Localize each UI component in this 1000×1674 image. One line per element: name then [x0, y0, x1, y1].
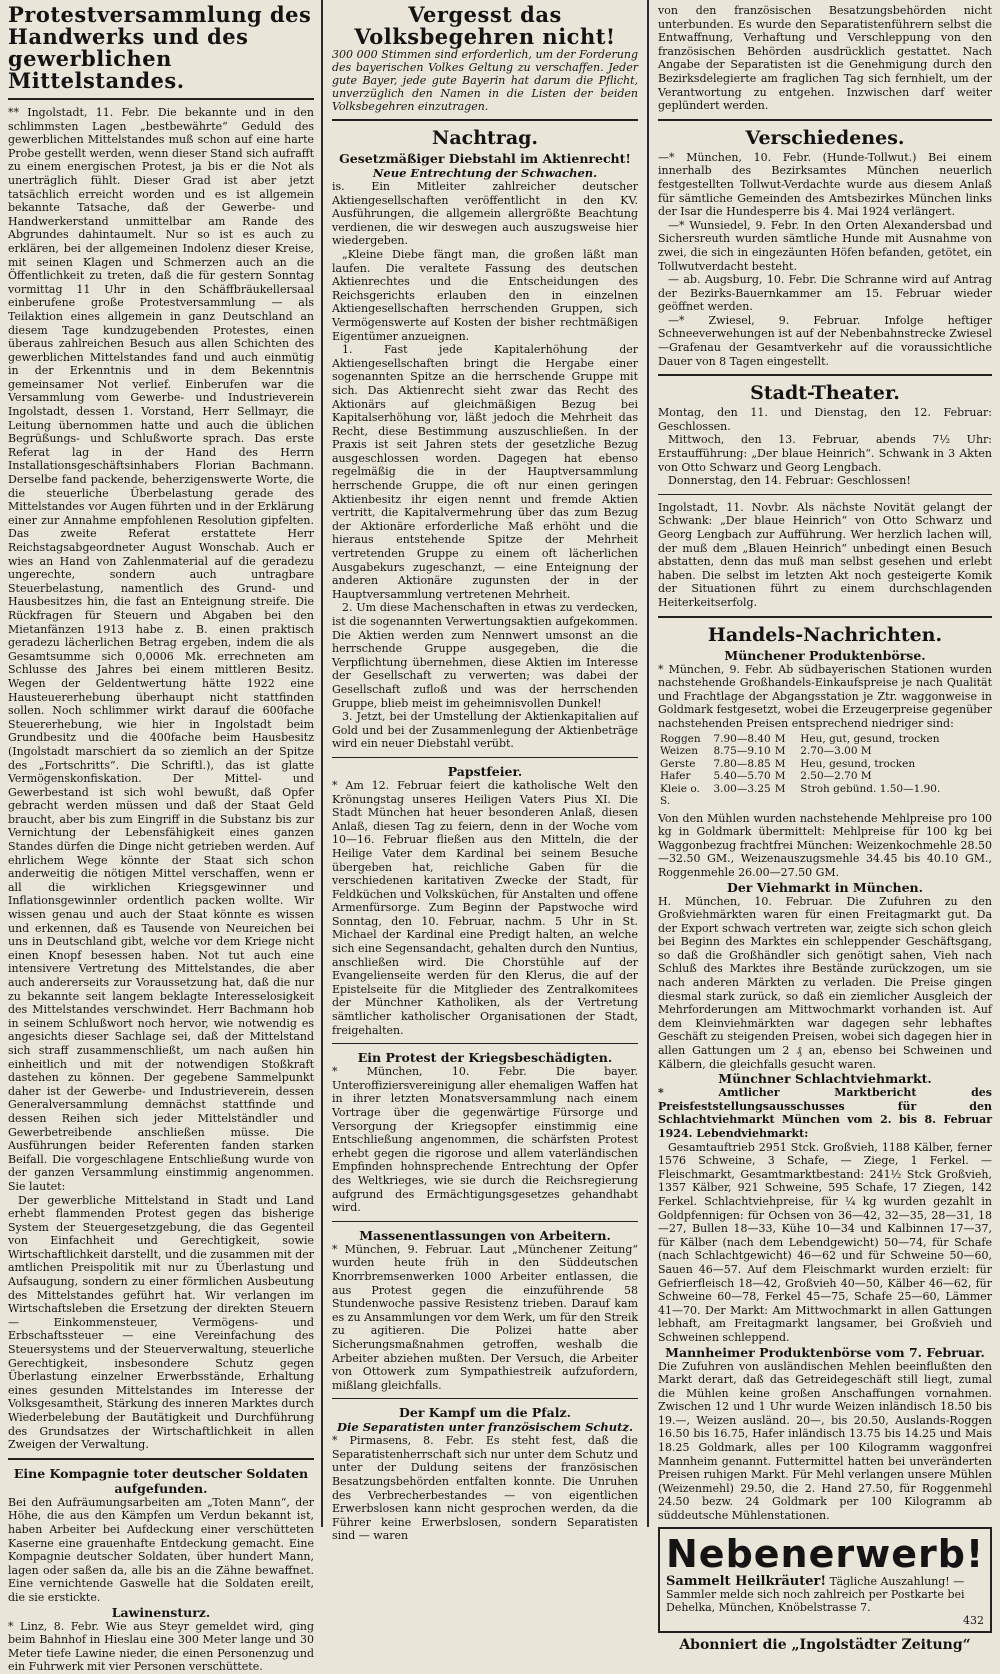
price-item: Hafer [660, 770, 691, 783]
article-paragraph: Bei den Aufräumungsarbeiten am „Toten Mann“, der Höhe, die aus den Kämpfen um Verdun bekannt ist, haben Arbeiter bei Aufdeckung einer verschütteten Kaserne eine grauenhafte Entdeckung gemacht. Eine Kompagnie deutscher Soldaten, über hundert Mann, lagen oder saßen da, alle bis an die Zähne bewaffnet. Eine vernichtende Gaswelle hat die Soldaten ereilt, die sie erstickte. [8, 1495, 314, 1604]
article-title-boerse: Münchener Produktenbörse. [724, 647, 926, 663]
column-rule [647, 0, 649, 1527]
ad-body: Tägliche Auszahlung! — Sammler melde sich noch zahlreich per Postkarte bei Dehelka, München, Knöbelstrasse 7. [666, 1574, 965, 1614]
advertisement-box [658, 1527, 992, 1633]
article-subtitle-pfalz: Die Separatisten unter französischem Schutz. [337, 1420, 633, 1435]
price-row [658, 733, 992, 746]
section-theater: Stadt-Theater. [750, 382, 900, 405]
article-paragraph: 3. Jetzt, bei der Umstellung der Aktienkapitalien auf Gold und bei der Zusammenlegung der Aktienbeträge wird ein neuer Diebstahl verübt. [332, 710, 638, 751]
price-right: Heu, gesund, trocken [800, 757, 916, 770]
article-title-papst: Papstfeier. [447, 763, 523, 779]
price-right: 2.70—3.00 M [800, 745, 872, 758]
article-paragraph: Gesamtauftrieb 2951 Stck. Großvieh, 1188 Kälber, ferner 1576 Schweine, 3 Schafe, — Ziege, 1 Ferkel. — Fleischmarkt, Gesamtmarktbestand: 241½ Stck Großvieh, 1357 Kälber, 921 Schweine, 595 Schafe, 17 Ziegen, 142 Ferkel. Schlachtviehpreise, für ¼ kg wurden gezahlt in Goldpfennigen: für Ochsen von 36—42, 32—35, 28—31, 18—27, Bullen 18—33, Kühe 10—34 und Kalbinnen 17—37, für Kälber (nach dem Lebendgewicht) 50—74, für Schafe (nach Schlachtgewicht) 46—62 und für Schweine 50—60, Sauen 46—57. Auf dem Fleischmarkt wurden erzielt: für Gefrierfleisch 18—42, Großvieh 40—50, Kälber 46—62, für Schweine 60—78, Ferkel 45—75, Schafe 25—60, Lämmer 41—70. Der Markt: Am Mittwochmarkt in allen Gattungen lebhaft, am Freitagmarkt langsamer, bei Großvieh und Schweinen schleppend. [658, 1140, 992, 1344]
column-middle [324, 0, 646, 1543]
price-row [658, 770, 992, 783]
price-unit: M [774, 745, 786, 758]
volksbegehren-text: 300 000 Stimmen sind erforderlich, um der Forderung des bayerischen Volkes Geltung zu verschaffen. Jeder gute Bayer, jede gute Bayerin hat darum die Pflicht, unverzüglich den Namen in die Listen der beiden Volksbegehren einzutragen. [332, 48, 638, 113]
article-paragraph: * München, 9. Februar. Laut „Münchener Zeitung“ wurden heute früh in den Süddeutschen Knorrbremsenwerken 1000 Arbeiter entlassen, die aus Protest gegen die einzuführende 58 Stundenwoche passive Resistenz trieben. Darauf kam es zu Ansammlungen vor dem Werk, um für den Streik zu agitieren. Die Polizei hatte aber Sicherungsmaßnahmen getroffen, weshalb die Arbeiter abziehen mußten. Der Versuch, die Arbeiter von Ottowerk zum Sympathiestreik aufzufordern, mißlang gleichfalls. [332, 1242, 638, 1392]
divider [332, 119, 638, 121]
article-title-kompagnie: Eine Kompagnie toter deutscher Soldaten aufgefunden. [13, 1465, 309, 1496]
price-item: Roggen [660, 732, 701, 745]
article-title-krieg: Ein Protest der Kriegsbeschädigten. [357, 1050, 613, 1066]
price-unit: M [774, 782, 786, 795]
divider [8, 1458, 314, 1460]
article-paragraph: * Pirmasens, 8. Febr. Es steht fest, daß die Separatistenherrschaft sich nur unter dem Schutz und unter der Duldung seitens der französischen Besatzungsbehörden entfalten konnte. Die Unruhen des Verbrecherbestandes — von eigentlichen Erwerbslosen kann nicht gesprochen werden, da die Führer keine Erwerbslosen, sondern Separatisten sind — waren [332, 1434, 638, 1543]
article-title-massen: Massenentlassungen von Arbeitern. [359, 1227, 611, 1243]
news-item: — ab. Augsburg, 10. Febr. Die Schranne wird auf Antrag der Bezirks-Bauernkammer am 15. Februar wieder geöffnet werden. [658, 273, 992, 314]
ad-title: Nebenerwerb! [666, 1531, 985, 1576]
price-unit: M [774, 732, 786, 745]
article-paragraph: Der gewerbliche Mittelstand in Stadt und Land erhebt flammenden Protest gegen das bisherige System der Steuergesetzgebung, die das Gegenteil von Einfachheit und Gerechtigkeit, sowie Wirtschaftlichkeit darstellt, und die zusammen mit der amtlichen Preispolitik mit nur zu Überlastung und Aufsaugung, sondern zu einer förmlichen Ausbeutung des Mittelstandes geführt hat. Wir verlangen im Wirtschaftsleben die Ersetzung der direkten Steuern — Einkommensteuer, Vermögens- und Erbschaftssteuer — eine Vereinfachung des Steuersystems und der Steuerverwaltung, steuerliche Gerechtigkeit, insbesondere Schutz gegen Überlastung einzelner Erwerbsstände, Erhaltung eines gesunden Mittelstandes im Interesse der Volksgesamtheit, Stärkung des inneren Marktes durch Wiederbelebung der Bautätigkeit und Durchführung des Grundsatzes der Wirtschaftlichkeit in allen Zweigen der Verwaltung. [8, 1193, 315, 1452]
theater-line: Donnerstag, den 14. Februar: Geschlossen! [668, 474, 911, 488]
article-paragraph: * München, 10. Febr. Die bayer. Unteroffiziersvereinigung aller ehemaligen Waffen hat in ihrer letzten Monatsversammlung nach einem Vortrage über die gegenwärtige Fürsorge und Versorgung der Kriegsopfer einstimmig eine Entschließung angenommen, die schärfsten Protest erhebt gegen die rigorose und allem vaterländischen Empfinden hohnsprechende Entrechtung der Opfer des Weltkrieges, wie sie durch die Reichsregierung aufgrund des Ermächtigungsgesetzes gehandhabt wird. [332, 1065, 638, 1215]
article-paragraph: * Amtlicher Marktbericht des Preisfeststellungsausschusses für den Schlachtviehmarkt München vom 2. bis 8. Februar 1924. Lebendviehmarkt: [658, 1086, 992, 1140]
article-paragraph: Von den Mühlen wurden nachstehende Mehlpreise pro 100 kg in Goldmark übermittelt: Mehlpreise für 100 kg bei Waggonbezug frachtfrei München: Weizenkochmehle 28.50—32.50 GM., Weizenauszugsmehle 34.45 bis 40.10 GM., Roggenmehle 26.00—27.50 GM. [658, 811, 992, 879]
article-paragraph: is. Ein Mitleiter zahlreicher deutscher Aktiengesellschaften veröffentlicht in den KV. Ausführungen, die allgemein allergrößte Beachtung verdienen, die wir deswegen auch auszugsweise hier wiedergeben. [332, 180, 638, 248]
article-title-vieh: Der Viehmarkt in München. [727, 879, 923, 895]
divider [8, 98, 314, 100]
article-paragraph: * Am 12. Februar feiert die katholische Welt den Krönungstag unseres Heiligen Vaters Pius XI. Die Stadt München hat heuer besonderen Anlaß, diesen Anlaß, diesen Tag zu feiern, denn in der Woche vom 10—16. Februar fließen aus den Mitteln, die der Heilige Vater dem Kardinal bei seinem Besuche übergeben hat, reichliche Gaben für die verschiedenen karitativen Zwecke der Stadt, für Feldküchen und Volksküchen, für Anstalten und offene Armenfürsorge. Zum Beginn der Papstwoche wird Sonntag, den 10. Februar, nachm. 5 Uhr in St. Michael der Kardinal eine Predigt halten, an welche sich eine Segensandacht, gehalten durch den Nuntius, anschließen wird. Die Chorstühle auf der Evangelienseite werden für den Klerus, die auf der Epistelseite für die Mitglieder des Zentralkomitees der Münchner Katholiken, als der Vertretung sämtlicher katholischer Organisationen der Stadt, freigehalten. [332, 778, 638, 1037]
price-amount: 8.75—9.10 [713, 745, 771, 758]
price-item: Weizen [660, 745, 699, 758]
article-title-pfalz: Der Kampf um die Pfalz. [399, 1405, 571, 1421]
article-paragraph: * Linz, 8. Febr. Wie aus Steyr gemeldet wird, ging beim Bahnhof in Hieslau eine 300 Meter lange und 30 Meter tiefe Lawine nieder, die einen Personenzug und ein Fuhrwerk mit vier Personen verschüttete. [8, 1619, 314, 1674]
news-item: —* Zwiesel, 9. Februar. Infolge heftiger Schneeverwehungen ist auf der Nebenbahnstrecke Zwiesel—Grafenau der Gesamtverkehr auf die voraussichtliche Dauer von 8 Tagen eingestellt. [658, 313, 992, 368]
divider [332, 1398, 638, 1399]
article-paragraph: H. München, 10. Februar. Die Zufuhren zu den Großviehmärkten waren für einen Freitagmarkt gut. Da der Export schwach vertreten war, zeigte sich schon gleich bei Beginn des Marktes ein schleppender Geschäftsgang, so daß die Großhändler sich genötigt sahen, Vieh nach Schluß des Marktes ihre Bestände zurückzogen, um sie nach anderen Märkten zu verladen. Die Preise gingen diesmal stark zurück, so daß ein ziemlicher Ausgleich der Mehrforderungen am Mittwochmarkt vorhanden ist. Auf dem Kleinviehmärkten war dagegen sehr lebhaftes Geschäft zu steigenden Preisen, wobei sich dagegen hier in allen Gattungen um 2 ₰ an, ebenso bei Schweinen und Kälbern, die gleichfalls gesucht waren. [658, 894, 992, 1071]
article-title-protest: Protestversammlung des Handwerks und des gewerblichen Mittelstandes. [8, 2, 312, 93]
price-right: 2.50—2.70 M [800, 770, 872, 783]
price-row [658, 745, 992, 758]
divider [658, 374, 992, 376]
price-value [711, 783, 798, 808]
theater-line: Mittwoch, den 13. Februar, abends 7½ Uhr: Erstaufführung: „Der blaue Heinrich“. Schwank in 3 Akten von Otto Schwarz und Georg Lengbach. [658, 433, 992, 474]
price-value [711, 733, 798, 746]
column-left [2, 0, 320, 1674]
price-item: Kleie o. S. [660, 782, 700, 808]
divider [658, 616, 992, 618]
article-title-mannheim: Mannheimer Produktenbörse vom 7. Februar. [665, 1344, 985, 1360]
article-title-schlacht: Münchner Schlachtviehmarkt. [718, 1071, 932, 1087]
article-paragraph: von den französischen Besatzungsbehörden nicht unterbunden. Es wurde den Separatistenführern selbst die Entwaffnung, Verhaftung und Verschleppung von den französischen Behörden ausdrücklich gestattet. Nach Angabe der Separatisten ist die Genehmigung durch den Bezirksdelegierte am fraglichen Tag sich fernhielt, um der Verantwortung zu entgehen. Inzwischen darf weiter geplündert werden. [658, 4, 992, 113]
divider [658, 494, 992, 495]
section-nachtrag: Nachtrag. [431, 127, 539, 149]
divider [332, 757, 638, 758]
price-amount: 7.90—8.40 [713, 732, 771, 745]
price-row [658, 758, 992, 771]
price-right: Stroh gebünd. 1.50—1.90. [800, 782, 941, 795]
headline-volksbegehren: Vergesst das Volksbegehren nicht! [354, 2, 616, 49]
article-title-lawinen: Lawinensturz. [111, 1604, 211, 1620]
section-verschiedenes: Verschiedenes. [745, 126, 905, 149]
divider [658, 119, 992, 121]
news-item: —* München, 10. Febr. (Hunde-Tollwut.) Bei einem innerhalb des Bezirksamtes München neuerlich festgestellten Tollwut-Verdachte wurde aus diesem Anlaß für sämtliche Gemeinden des Amtsbezirkes München links der Isar die Hundesperre bis 4. Mai 1924 verlängert. [658, 150, 992, 219]
price-item: Gerste [660, 757, 696, 770]
price-value [711, 770, 798, 783]
price-value [711, 745, 798, 758]
price-table [658, 733, 992, 808]
article-paragraph: ** Ingolstadt, 11. Febr. Die bekannte und in den schlimmsten Lagen „bestbewährte“ Geduld des gewerblichen Mittelstandes muß schon auf eine harte Probe gestellt werden, wenn dieser Stand sich aufrafft zu einem energischen Protest, ja bis er die Not als unerträglich fühlt. Dieser Grad ist aber jetzt tatsächlich erreicht worden und es ist allgemein bekannte Tatsache, daß der Gewerbe- und Handwerkerstand unmittelbar am Rande des Abgrundes dahintaumelt. Nur so ist es auch zu erklären, bei der allgemeinen Indolenz dieser Kreise, mit seinen Klagen und Schmerzen auch an die Öffentlichkeit zu treten, daß die für gestern Sonntag vormittag 11 Uhr in den Schäffbräukellersaal einberufene große Protestversammlung — als Teilaktion eines allgemein in ganz Deutschland an diesem Tage kundzugebenden Protestes, einen überaus zahlreichen Besuch aus allen Schichten des gewerblichen Mittelstandes fand und auch einmütig in der Erkenntnis und in dem Bekenntnis gemeinsamer Not verlief. Einberufen war die Versammlung vom Gewerbe- und Industrieverein Ingolstadt, dessen 1. Vorstand, Herr Sellmayr, die Leitung übernommen hatte und auch die üblichen Begrüßungs- und Schlußworte sprach. Das erste Referat lag in der Hand des Herrn Installationsgeschäftsinhabers Florian Bachmann. Derselbe fand packende, beherzigenswerte Worte, die die steuerliche Überbelastung gerade des Mittelstandes vor Augen führten und in der Erklärung einer zur Annahme empfohlenen Resolution gipfelten. Das zweite Referat erstattete Herr Reichstagsabgeordneter August Wonschab. Auch er wies an Hand von Zahlenmaterial auf die geradezu ungerechte, sondern auch untragbare Steuerbelastung, namentlich des Grund- und Hausbesitzes hin, die fast an Enteignung streife. Die Rückfragen für Steuern und Abgaben bei den Mietanfänzen 1913 habe z. B. einen praktisch geradezu lächerlichen Betrag ergeben, indem die als Gesamtsumme sich 0,0006 Mk. errechneten am Schlusse des Jahres bei einem mittleren Besitz. Wegen der Geldentwertung hätte 1922 eine Hausteuererhebung überhaupt nicht stattfinden sollen. Noch schlimmer wirkt darauf die 600fache Steuererhebung, wie hier in Ingolstadt beim Grundbesitz und die 400fache beim Hausbesitz (Ingolstadt marschiert da so ziemlich an der Spitze des „Fortschritts“. Die Schriftl.), das ist glatte Vermögenskonfiskation. Der Mittel- und Gewerbestand ist sich wohl bewußt, daß Opfer gebracht werden müssen und daß der Staat Geld braucht, aber bis zum Eingriff in die Substanz bis zur Vernichtung der Lebensfähigkeit eines ganzen Standes dürfen die Dinge nicht getrieben werden. Auf ehrlichem Wege könnte der Staat sich schon anderweitig die nötigen Mittel verschaffen, wenn er all die wirklichen Kriegsgewinner und Inflationsgewinnler ordentlich packen wollte. Wir wissen genau und auch der Staat könnte es wissen und erkennen, daß es Tausende von Neureichen bei uns in Deutschland gibt, welche vor dem Kriege nicht einen Knopf besessen haben. Not tut auch eine intensivere Vertretung des Mittelstandes, die aber auch andererseits zur Voraussetzung hat, daß die nur zu bekannte seit langem beklagte Interesselosigkeit des Mittelstandes verschwindet. Herr Bachmann hob in seinem Schlußwort noch hervor, wie notwendig es angesichts dieser Sachlage sei, daß der Mittelstand sich straff zusammenschließt, um nach außen hin einheitlich und mit der notwendigen Stoßkraft dastehen zu können. Der gegebene Sammelpunkt daher ist der Gewerbe- und Industrieverein, dessen Generalversammlung demnächst stattfinde und dessen Reihen sich jeder Mittelständler und Gewerbetreibende anschließen müsse. Die Ausführungen beider Referenten fanden starken Beifall. Die vorgeschlagene Entschließung wurde von der ganzen Versammlung einstimmig angenommen. Sie lautet: [8, 106, 314, 1193]
article-subtitle-diebstahl: Neue Entrechtung der Schwachen. [372, 166, 598, 180]
news-item: —* Wunsiedel, 9. Febr. In den Orten Alexandersbad und Sichersreuth wurden sämtliche Hunde mit Ausnahme von zwei, die sich in eingezäunten Höfen befanden, getötet, ein Tollwutverdacht besteht. [658, 218, 992, 273]
subscription-footer: Abonniert die „Ingolstädter Zeitung“ [679, 1636, 971, 1653]
column-rule [321, 0, 323, 1527]
theater-note: Ingolstadt, 11. Novbr. Als nächste Novität gelangt der Schwank: „Der blaue Heinrich“ von Otto Schwarz und Georg Lengbach zur Aufführung. Wer herzlich lachen will, der muß dem „Blauen Heinrich“ unbedingt einen Besuch abstatten, denn das muß man selbst gesehen und erlebt haben. Die selbst im letzten Akt noch gesteigerte Komik der Situationen führt zu einem durchschlagenden Heiterkeitserfolg. [658, 500, 992, 609]
price-row [658, 783, 992, 808]
column-right [650, 0, 998, 1653]
theater-line: Montag, den 11. und Dienstag, den 12. Februar: Geschlossen. [658, 406, 992, 433]
article-title-diebstahl: Gesetzmäßiger Diebstahl im Aktienrecht! [339, 151, 631, 166]
divider [332, 1221, 638, 1222]
article-paragraph: „Kleine Diebe fängt man, die großen läßt man laufen. Die veraltete Fassung des deutschen Aktienrechtes und die Entscheidungen des Reichsgerichts erlauben den in einzelnen Aktiengesellschaften herrschenden Gruppen, sich Vermögenswerte auf Kosten der bisher rechtmäßigen Eigentümer anzueignen. [332, 247, 638, 343]
ad-number: 432 [963, 1613, 984, 1627]
price-amount: 3.00—3.25 [713, 782, 771, 795]
divider [332, 1043, 638, 1044]
price-value [711, 758, 798, 771]
price-right: Heu, gut, gesund, trocken [800, 732, 940, 745]
section-handel: Handels-Nachrichten. [707, 623, 943, 646]
price-unit: M [774, 770, 786, 783]
ad-highlight: Sammelt Heilkräuter! [666, 1573, 827, 1589]
article-paragraph: Die Zufuhren von ausländischen Mehlen beeinflußten den Markt derart, daß das Getreidegeschäft still liegt, zumal die Mühlen keine großen Anschaffungen vornahmen. Zwischen 12 und 1 Uhr wurde Weizen inländisch 18.50 bis 19.—, Weizen ausländ. 20—, bis 20.50, Auslands-Roggen 16.50 bis 16.75, Hafer inländisch 13.75 bis 14.25 und Mais 18.25 Goldmark, alles per 100 Kilogramm waggonfrei Mannheim genannt. Futtermittel hatten bei unveränderten Preisen ruhigen Markt. Für Mehl verlangen unsere Mühlen (Weizenmehl) 29.50, die 2. Hand 27.50, für Roggenmehl 24.50 bezw. 24 Goldmark per 100 Kilogramm ab süddeutsche Mühlenstationen. [658, 1359, 992, 1523]
article-paragraph: 1. Fast jede Kapitalerhöhung der Aktiengesellschaften bringt die Hergabe einer sogenannten Spitze an die herrschende Gruppe mit sich. Das Aktienrecht sieht zwar das Recht des Aktionärs auf gleichmäßigen Bezug bei Kapitalserhöhung vor, läßt jedoch die Mehrheit das Recht, diese Bestimmung auszuschließen. In der Praxis ist seit Jahren stets der gesetzliche Bezug ausgeschlossen worden. Dagegen hat ebenso regelmäßig die in der Hauptversammlung herrschende Gruppe, die oft nur einen geringen Aktienbesitz ihr eigen nennt und fremde Aktien vertritt, die Kapitalvermehrung über das zum Bezug der Aktionäre erforderliche Maß erhöht und die hieraus entstehende Spitze der Mehrheit vertretenden Gruppe zu einem oft lächerlichen Ausgabekurs zugeschanzt, — eine Enteignung der anderen Aktionäre zugunsten der in der Hauptversammlung vertretenen Mehrheit. [332, 343, 638, 601]
ad-text [666, 1575, 984, 1614]
price-amount: 5.40—5.70 [713, 770, 771, 783]
article-paragraph: * München, 9. Febr. Ab südbayerischen Stationen wurden nachstehende Großhandels-Einkaufspreise je nach Qualität und Frachtlage der Abgangsstation je Ztr. waggonweise in Goldmark festgesetzt, wobei die Erzeugerpreise gegenüber nachstehenden Preisen entsprechend niedriger sind: [658, 662, 992, 730]
price-unit: M [774, 757, 786, 770]
article-paragraph: 2. Um diese Machenschaften in etwas zu verdecken, ist die sogenannten Verwertungsaktien aufgekommen. Die Aktien werden zum Nennwert umsonst an die herrschende Gruppe ausgegeben, die die Verpflichtung übernehmen, diese Aktien im Interesse der Gesellschaft zu verwerten; was dabei der Gesellschaft zufloß und was der herrschenden Gruppe, blieb meist im geheimnisvollen Dunkel! [332, 601, 638, 710]
price-amount: 7.80—8.85 [713, 757, 771, 770]
